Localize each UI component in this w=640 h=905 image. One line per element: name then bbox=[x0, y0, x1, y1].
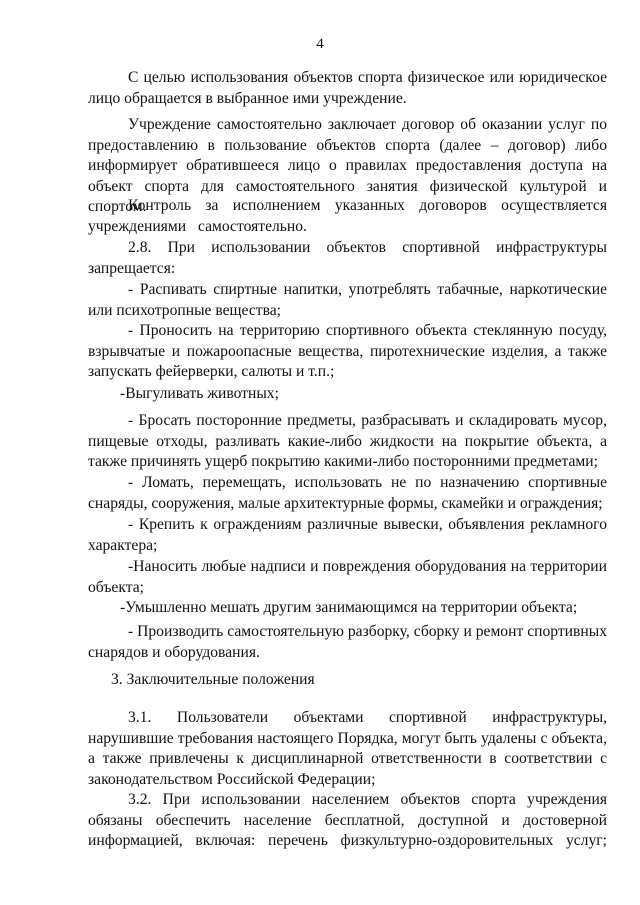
paragraph-3-1: 3.1. Пользователи объектами спортивной инфраструктуры, нарушившие требования настоящего Порядка, могут быть удалены с объекта, а также привлечены к дисциплинарной ответственности в соответствии с законодательством Российской Федерации; bbox=[88, 709, 607, 788]
paragraph-3-2: 3.2. При использовании населением объектов спорта учреждения обязаны обеспечить население бесплатной, доступной и достоверной информацией, включая: перечень физкультурно-оздоровительных услуг; bbox=[88, 791, 607, 849]
rule-animals: -Выгуливать животных; bbox=[120, 385, 279, 402]
paragraph-institution-contract: Учреждение самостоятельно заключает договор об оказании услуг по предоставлению в пользование объектов спорта (далее – договор) либо информирует обратившееся лицо о правилах предоставления доступа на объект спорта для самостоятельного занятия физической культурой и спортом. bbox=[88, 116, 607, 215]
paragraph-2-8-prohibited: 2.8. При использовании объектов спортивной инфраструктуры запрещается: bbox=[88, 239, 607, 277]
rule-equipment-damage: - Ломать, перемещать, использовать не по назначению спортивные снаряды, сооружения, малые архитектурные формы, скамейки и ограждения; bbox=[88, 474, 607, 512]
rule-disassembly: - Производить самостоятельную разборку, сборку и ремонт спортивных снарядов и оборудования. bbox=[88, 623, 607, 661]
section-heading: 3. Заключительные положения bbox=[111, 671, 315, 688]
rule-signs: - Крепить к ограждениям различные вывески, объявления рекламного характера; bbox=[88, 516, 607, 554]
rule-disturbing: -Умышленно мешать другим занимающимся на территории объекта; bbox=[120, 599, 578, 616]
page-number: 4 bbox=[316, 36, 324, 52]
rule-inscriptions: -Наносить любые надписи и повреждения оборудования на территории объекта; bbox=[88, 558, 607, 596]
rule-glassware: - Проносить на территорию спортивного объекта стеклянную посуду, взрывчатые и пожароопасные вещества, пиротехнические изделия, а также запускать фейерверки, салюты и т.п.; bbox=[88, 322, 607, 380]
rule-littering: - Бросать посторонние предметы, разбрасывать и складировать мусор, пищевые отходы, разливать какие-либо жидкости на покрытие объекта, а также причинять ущерб покрытию какими-либо посторонними предметами; bbox=[88, 412, 607, 470]
paragraph-purpose: С целью использования объектов спорта физическое или юридическое лицо обращается в выбранное ими учреждение. bbox=[88, 69, 607, 107]
rule-alcohol: - Распивать спиртные напитки, употреблять табачные, наркотические или психотропные вещества; bbox=[88, 281, 607, 319]
paragraph-control: Контроль за исполнением указанных договоров осуществляется учреждениями самостоятельно. bbox=[88, 197, 607, 235]
